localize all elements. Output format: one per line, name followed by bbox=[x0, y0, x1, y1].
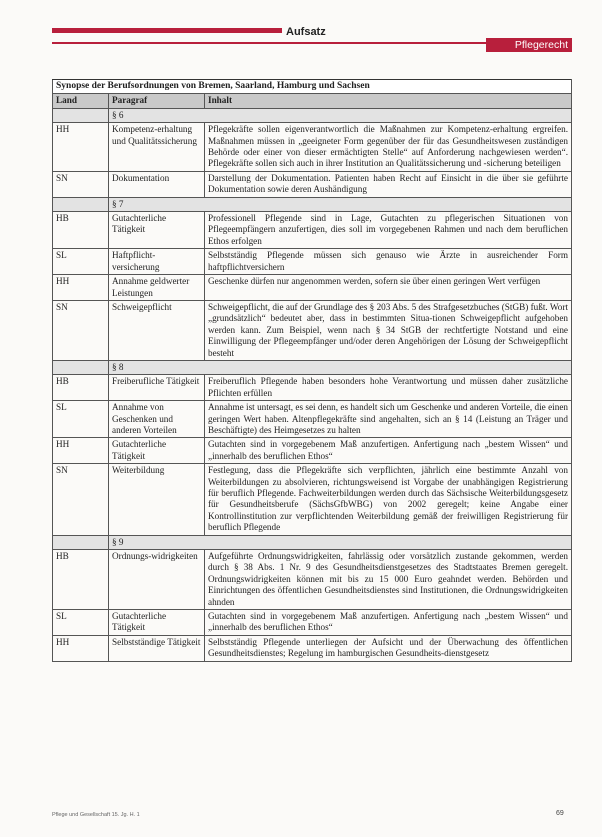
paragraf-cell: Gutachterliche Tätigkeit bbox=[109, 212, 205, 249]
section-label: § 9 bbox=[109, 535, 572, 549]
table-row bbox=[53, 635, 572, 661]
inhalt-cell: Gutachten sind in vorgegebenem Maß anzufertigen. Anfertigung nach „bestem Wissen“ und „innerhalb des beruflichen Ethos“ bbox=[205, 438, 572, 464]
section-label: § 6 bbox=[109, 108, 572, 122]
land-cell: HB bbox=[53, 375, 109, 401]
column-header-inhalt: Inhalt bbox=[205, 94, 572, 108]
section-spacer bbox=[53, 108, 109, 122]
paragraf-cell: Annahme von Geschenken und anderen Vorteilen bbox=[109, 401, 205, 438]
page-number: 69 bbox=[556, 810, 564, 817]
inhalt-cell: Geschenke dürfen nur angenommen werden, sofern sie über einen geringen Wert verfügen bbox=[205, 275, 572, 301]
land-cell: SN bbox=[53, 464, 109, 535]
column-header-land: Land bbox=[53, 94, 109, 108]
section-title: Aufsatz bbox=[286, 26, 326, 38]
section-row bbox=[53, 535, 572, 549]
section-row bbox=[53, 108, 572, 122]
inhalt-cell: Gutachten sind in vorgegebenem Maß anzufertigen. Anfertigung nach „bestem Wissen“ und „innerhalb des beruflichen Ethos“ bbox=[205, 610, 572, 636]
table-row bbox=[53, 123, 572, 172]
table-row bbox=[53, 300, 572, 360]
inhalt-cell: Festlegung, dass die Pflegekräfte sich verpflichten, jährlich eine bestimmte Anzahl von Weiterbildungen zu absolvieren, richtungsweisend ist Vorgabe der unabhängigen Registrierung für beruflich Pflegende. Fachweiterbildungen werden durch das Sächsische Weiterbildungsgesetz für Gesundheitsberufe (SächsGfbWBG) von 2002 geregelt; keine Angabe einer Kontrollinstitution zur verpflichtenden Weiterbildung gemäß der freiwilligen Registrierung für beruflich Pflegende bbox=[205, 464, 572, 535]
land-cell: HB bbox=[53, 212, 109, 249]
table-caption-row bbox=[53, 80, 572, 94]
land-cell: SL bbox=[53, 610, 109, 636]
table-row bbox=[53, 212, 572, 249]
paragraf-cell: Gutachterliche Tätigkeit bbox=[109, 610, 205, 636]
land-cell: SN bbox=[53, 171, 109, 197]
table-row bbox=[53, 401, 572, 438]
table-row bbox=[53, 464, 572, 535]
inhalt-cell: Pflegekräfte sollen eigenverantwortlich die Maßnahmen zur Kompetenz-erhaltung ergreifen. Maßnahmen müssen in „geeigneter Form gegenüber der für das Gesundheitswesen zuständigen Behörde oder einer von dieser ermächtigten Stelle“ auf Anforderung nachgewiesen werden“. Pflegekräfte sollen sich auch in ihrer Institution an Qualitätssicherung und -sicherung beteiligen bbox=[205, 123, 572, 172]
land-cell: HH bbox=[53, 438, 109, 464]
section-spacer bbox=[53, 360, 109, 374]
synopsis-table bbox=[52, 79, 572, 662]
land-cell: HH bbox=[53, 123, 109, 172]
paragraf-cell: Annahme geldwerter Leistungen bbox=[109, 275, 205, 301]
inhalt-cell: Professionell Pflegende sind in Lage, Gutachten zu pflegerischen Situationen von Pflegeempfängern anzufertigen, dies soll im vorgegebenen Rahmen und nach dem beruflichen Ethos erfolgen bbox=[205, 212, 572, 249]
table-row bbox=[53, 550, 572, 610]
paragraf-cell: Dokumentation bbox=[109, 171, 205, 197]
paragraf-cell: Schweigepflicht bbox=[109, 300, 205, 360]
land-cell: HH bbox=[53, 635, 109, 661]
inhalt-cell: Freiberuflich Pflegende haben besonders hohe Verantwortung und müssen daher zusätzliche Pflichten erfüllen bbox=[205, 375, 572, 401]
section-spacer bbox=[53, 535, 109, 549]
section-row bbox=[53, 360, 572, 374]
section-row bbox=[53, 197, 572, 211]
table-row bbox=[53, 249, 572, 275]
land-cell: SL bbox=[53, 401, 109, 438]
section-label: § 8 bbox=[109, 360, 572, 374]
land-cell: SL bbox=[53, 249, 109, 275]
land-cell: HB bbox=[53, 550, 109, 610]
table-row bbox=[53, 171, 572, 197]
inhalt-cell: Annahme ist untersagt, es sei denn, es handelt sich um Geschenke und anderen Vorteile, die einen geringen Wert haben. Altenpflegekräfte sind angehalten, sich an § 14 (Leistung an Träger und Beschäftigte) des Heimgesetzes zu halten bbox=[205, 401, 572, 438]
section-spacer bbox=[53, 197, 109, 211]
inhalt-cell: Darstellung der Dokumentation. Patienten haben Recht auf Einsicht in die über sie geführte Dokumentation sowie deren Aushändigung bbox=[205, 171, 572, 197]
table-row bbox=[53, 275, 572, 301]
header-accent-bar bbox=[52, 28, 282, 33]
table-row bbox=[53, 438, 572, 464]
inhalt-cell: Aufgeführte Ordnungswidrigkeiten, fahrlässig oder vorsätzlich zustande gekommen, werden durch § 38 Abs. 1 Nr. 9 des Gesundheitsdienstgesetzes des Stadtstaates Bremen geregelt. Ordnungswidrigkeiten können mit bis zu 15 000 Euro geahndet werden. Behörden und Einrichtungen des öffentlichen Gesundheitsdienstes sind Institutionen, die Ordnungswidrigkeiten ahnden bbox=[205, 550, 572, 610]
paragraf-cell: Selbstständige Tätigkeit bbox=[109, 635, 205, 661]
paragraf-cell: Kompetenz-erhaltung und Qualitätssicherung bbox=[109, 123, 205, 172]
paragraf-cell: Ordnungs-widrigkeiten bbox=[109, 550, 205, 610]
table-row bbox=[53, 375, 572, 401]
section-label: § 7 bbox=[109, 197, 572, 211]
paragraf-cell: Gutachterliche Tätigkeit bbox=[109, 438, 205, 464]
paragraf-cell: Haftpflicht-versicherung bbox=[109, 249, 205, 275]
inhalt-cell: Schweigepflicht, die auf der Grundlage des § 203 Abs. 5 des Strafgesetzbuches (StGB) fußt. Wort „grundsätzlich“ bedeutet aber, dass in bestimmten Situa-tionen Schweigepflicht aufgehoben werden kann. Zum Beispiel, wenn nach § 34 StGB der rechtfertigte Notstand und eine Einwilligung der Pflegeempfänger und/oder deren Angehörigen der Lösung der Schweigepflicht besteht bbox=[205, 300, 572, 360]
paragraf-cell: Freiberufliche Tätigkeit bbox=[109, 375, 205, 401]
table-row bbox=[53, 610, 572, 636]
category-tab: Pflegerecht bbox=[486, 38, 572, 52]
paragraf-cell: Weiterbildung bbox=[109, 464, 205, 535]
inhalt-cell: Selbstständig Pflegende müssen sich genauso wie Ärzte in ausreichender Form haftpflichtversichern bbox=[205, 249, 572, 275]
inhalt-cell: Selbstständig Pflegende unterliegen der Aufsicht und der Überwachung des öffentlichen Gesundheitsdienstes; Regelung im hamburgischen Gesundheits-dienstgesetz bbox=[205, 635, 572, 661]
column-header-paragraf: Paragraf bbox=[109, 94, 205, 108]
table-header-row bbox=[53, 94, 572, 108]
land-cell: SN bbox=[53, 300, 109, 360]
table-caption: Synopse der Berufsordnungen von Bremen, Saarland, Hamburg und Sachsen bbox=[53, 80, 572, 94]
footer-journal: Pflege und Gesellschaft 15. Jg. H. 1 bbox=[52, 812, 140, 818]
land-cell: HH bbox=[53, 275, 109, 301]
